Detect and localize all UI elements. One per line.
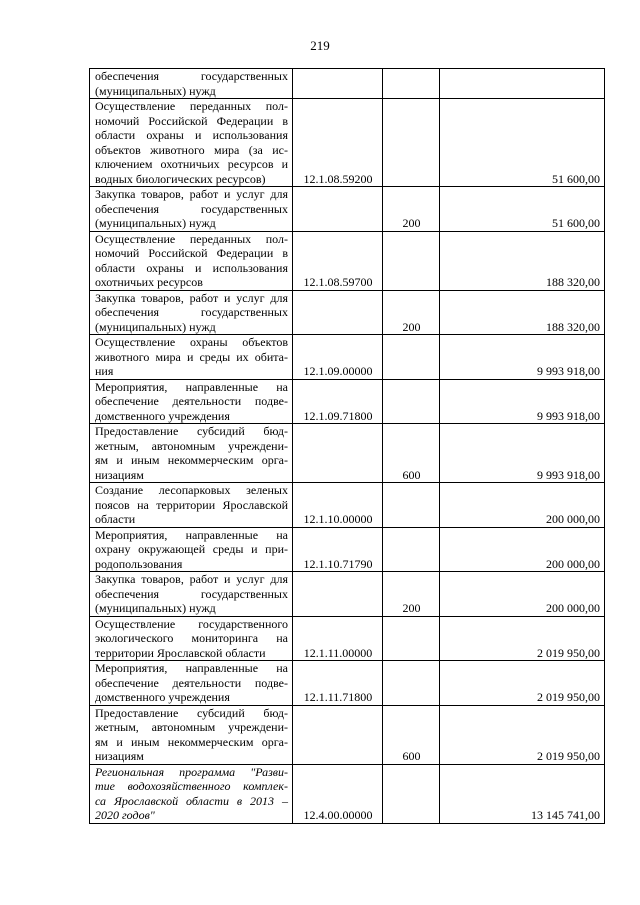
item-name-cell <box>90 572 293 617</box>
table-row <box>90 661 605 706</box>
expense-type-cell <box>383 616 440 661</box>
item-name-cell <box>90 424 293 483</box>
page-number: 219 <box>310 38 330 53</box>
item-name-line: обеспечения государственных <box>95 201 288 216</box>
expense-type-cell <box>383 379 440 424</box>
item-name-line: обеспечение деятельности подве- <box>95 394 288 408</box>
table-row <box>90 527 605 572</box>
item-name-line: охотничьих ресурсов <box>95 275 203 289</box>
item-name-line: Мероприятия, направленные на <box>95 527 288 542</box>
item-name-cell <box>90 290 293 335</box>
item-name-line: жетным, автономным учреждени- <box>95 438 288 453</box>
program-code-cell: 12.1.09.00000 <box>293 335 383 380</box>
item-name-line: охрану окружающей среды и при- <box>95 542 288 556</box>
item-name-line: ям и иным некоммерческим орга- <box>95 453 288 467</box>
amount-cell: 13 145 741,00 <box>440 764 605 823</box>
item-name-line: объектов животного мира (за ис- <box>95 142 288 157</box>
amount-cell: 2 019 950,00 <box>440 661 605 706</box>
table-row <box>90 616 605 661</box>
item-name-line: Осуществление государственного <box>95 616 288 631</box>
budget-table <box>89 68 605 824</box>
item-name-line: номочий Российской Федерации в <box>95 246 288 260</box>
expense-type-cell <box>383 231 440 290</box>
item-name-line: области охраны и использования <box>95 128 288 142</box>
table-body <box>90 69 605 824</box>
amount-cell: 200 000,00 <box>440 483 605 528</box>
expense-type-cell <box>383 661 440 706</box>
program-code-cell: 12.1.09.71800 <box>293 379 383 424</box>
item-name-line: домственного учреждения <box>95 690 230 704</box>
amount-cell: 9 993 918,00 <box>440 424 605 483</box>
item-name-line: са Ярославской области в 2013 – <box>95 793 288 808</box>
program-code-cell <box>293 187 383 232</box>
item-name-cell <box>90 661 293 706</box>
item-name-line: Предоставление субсидий бюд- <box>95 705 288 720</box>
item-name-cell <box>90 99 293 187</box>
item-name-line: обеспечения государственных <box>95 69 288 83</box>
item-name-line: (муниципальных) нужд <box>95 216 216 230</box>
table-row <box>90 187 605 232</box>
expense-type-cell: 600 <box>383 424 440 483</box>
table-row <box>90 572 605 617</box>
table-row <box>90 290 605 335</box>
item-name-line: Мероприятия, направленные на <box>95 661 288 675</box>
program-code-cell: 12.1.10.71790 <box>293 527 383 572</box>
expense-type-cell: 200 <box>383 187 440 232</box>
expense-type-cell: 200 <box>383 290 440 335</box>
program-code-cell: 12.1.08.59200 <box>293 99 383 187</box>
program-code-cell: 12.4.00.00000 <box>293 764 383 823</box>
item-name-line: животного мира и среды их обита- <box>95 349 288 364</box>
amount-cell: 51 600,00 <box>440 187 605 232</box>
item-name-line: Осуществление охраны объектов <box>95 335 288 349</box>
item-name-line: родопользования <box>95 556 183 571</box>
amount-cell: 51 600,00 <box>440 99 605 187</box>
amount-cell: 2 019 950,00 <box>440 705 605 764</box>
item-name-line: Мероприятия, направленные на <box>95 379 288 394</box>
amount-cell: 188 320,00 <box>440 231 605 290</box>
expense-type-cell <box>383 69 440 99</box>
table-row <box>90 231 605 290</box>
item-name-line: ям и иным некоммерческим орга- <box>95 734 288 749</box>
table-row <box>90 335 605 380</box>
item-name-line: 2020 годов" <box>95 808 155 822</box>
amount-cell: 9 993 918,00 <box>440 379 605 424</box>
expense-type-cell <box>383 527 440 572</box>
item-name-cell <box>90 764 293 823</box>
expense-type-cell <box>383 764 440 823</box>
expense-type-cell: 200 <box>383 572 440 617</box>
item-name-line: Закупка товаров, работ и услуг для <box>95 187 288 201</box>
item-name-line: ключением охотничьих ресурсов и <box>95 157 288 171</box>
item-name-cell <box>90 335 293 380</box>
item-name-line: Закупка товаров, работ и услуг для <box>95 572 288 586</box>
item-name-cell <box>90 527 293 572</box>
item-name-cell <box>90 69 293 99</box>
item-name-line: (муниципальных) нужд <box>95 601 216 615</box>
item-name-line: области <box>95 512 136 526</box>
amount-cell: 200 000,00 <box>440 572 605 617</box>
expense-type-cell <box>383 99 440 187</box>
table-row <box>90 424 605 483</box>
item-name-line: (муниципальных) нужд <box>95 319 216 334</box>
item-name-line: поясов на территории Ярославской <box>95 497 288 512</box>
amount-cell <box>440 69 605 99</box>
table-row <box>90 483 605 528</box>
program-code-cell <box>293 424 383 483</box>
expense-type-cell <box>383 483 440 528</box>
item-name-line: водных биологических ресурсов) <box>95 171 266 186</box>
item-name-cell <box>90 231 293 290</box>
amount-cell: 200 000,00 <box>440 527 605 572</box>
amount-cell: 188 320,00 <box>440 290 605 335</box>
item-name-line: Региональная программа "Разви- <box>95 764 288 779</box>
item-name-line: территории Ярославской области <box>95 645 266 660</box>
item-name-cell <box>90 705 293 764</box>
item-name-line: Осуществление переданных пол- <box>95 231 288 246</box>
item-name-line: обеспечения государственных <box>95 586 288 601</box>
item-name-cell <box>90 379 293 424</box>
item-name-line: Осуществление переданных пол- <box>95 99 288 113</box>
item-name-line: домственного учреждения <box>95 408 230 423</box>
item-name-line: тие водохозяйственного комплек- <box>95 779 288 793</box>
program-code-cell <box>293 572 383 617</box>
item-name-line: низациям <box>95 749 144 763</box>
table-row <box>90 705 605 764</box>
item-name-line: низациям <box>95 467 144 482</box>
expense-type-cell: 600 <box>383 705 440 764</box>
table-row <box>90 69 605 99</box>
item-name-line: (муниципальных) нужд <box>95 83 216 98</box>
table-row <box>90 99 605 187</box>
item-name-cell <box>90 187 293 232</box>
program-code-cell <box>293 69 383 99</box>
item-name-line: экологического мониторинга на <box>95 631 288 645</box>
item-name-line: Предоставление субсидий бюд- <box>95 424 288 438</box>
item-name-line: обеспечение деятельности подве- <box>95 675 288 690</box>
item-name-line: ния <box>95 364 114 378</box>
table-row <box>90 764 605 823</box>
program-code-cell <box>293 290 383 335</box>
program-code-cell: 12.1.08.59700 <box>293 231 383 290</box>
item-name-line: Закупка товаров, работ и услуг для <box>95 290 288 305</box>
item-name-line: обеспечения государственных <box>95 305 288 319</box>
amount-cell: 2 019 950,00 <box>440 616 605 661</box>
item-name-cell <box>90 483 293 528</box>
item-name-line: жетным, автономным учреждени- <box>95 720 288 734</box>
program-code-cell: 12.1.11.71800 <box>293 661 383 706</box>
program-code-cell <box>293 705 383 764</box>
item-name-line: Создание лесопарковых зеленых <box>95 483 288 497</box>
item-name-cell <box>90 616 293 661</box>
program-code-cell: 12.1.11.00000 <box>293 616 383 661</box>
expense-type-cell <box>383 335 440 380</box>
item-name-line: области охраны и использования <box>95 260 288 275</box>
amount-cell: 9 993 918,00 <box>440 335 605 380</box>
item-name-line: номочий Российской Федерации в <box>95 113 288 128</box>
table-row <box>90 379 605 424</box>
program-code-cell: 12.1.10.00000 <box>293 483 383 528</box>
